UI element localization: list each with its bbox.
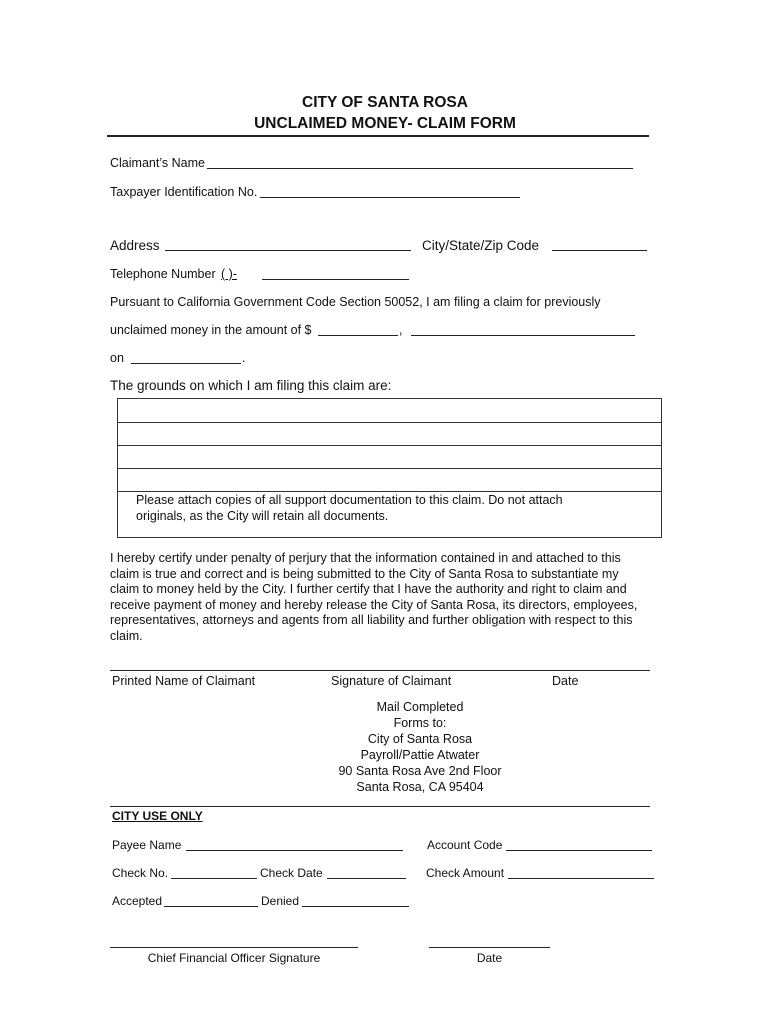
mail-line5: 90 Santa Rosa Ave 2nd Floor [338, 764, 502, 778]
grounds-row-divider [118, 445, 661, 446]
account-code-label: Account Code [427, 838, 503, 852]
claim-amount-label: unclaimed money in the amount of $ [110, 323, 312, 337]
mail-line6: Santa Rosa, CA 95404 [356, 780, 484, 794]
cfo-signature-label: Chief Financial Officer Signature [147, 951, 321, 965]
address-field[interactable] [165, 250, 411, 251]
claim-amount-words-field[interactable] [411, 335, 635, 336]
on-date-label: on [110, 351, 124, 365]
on-date-field[interactable] [131, 363, 241, 364]
grounds-row-divider [118, 491, 661, 492]
certification-paragraph: I hereby certify under penalty of perjury that the information contained in and attached to this claim is true and correct and is being submitted to the City of Santa Rosa to substantiate my claim to money held by the City. I further certify that I have the authority and right to claim and receive payment of money and hereby release the City of Santa Rosa, its directors, employees, representatives, attorneys and agents from all liability and further obligation with respect to this claim. [110, 551, 638, 643]
check-no-label: Check No. [112, 866, 169, 880]
check-no-field[interactable] [171, 878, 257, 879]
check-date-label: Check Date [260, 866, 323, 880]
tin-field[interactable] [260, 197, 520, 198]
mail-line4: Payroll/Pattie Atwater [360, 748, 480, 762]
claimant-name-label: Claimant’s Name [110, 156, 205, 170]
check-date-field[interactable] [327, 878, 406, 879]
cfo-signature-line[interactable] [110, 947, 358, 948]
city-use-heading: CITY USE ONLY [112, 809, 203, 823]
telephone-mask: ( )- [221, 267, 237, 281]
check-amount-field[interactable] [508, 878, 654, 879]
grounds-row-divider [118, 468, 661, 469]
address-label: Address [110, 238, 160, 253]
telephone-label: Telephone Number [110, 267, 216, 281]
grounds-label: The grounds on which I am filing this claim are: [110, 378, 392, 393]
telephone-field[interactable] [262, 279, 409, 280]
claimant-signature-line[interactable] [110, 670, 650, 671]
attach-note-line2: originals, as the City will retain all documents. [136, 509, 389, 523]
city-state-zip-field[interactable] [552, 250, 647, 251]
account-code-field[interactable] [506, 850, 652, 851]
on-date-period: . [242, 351, 246, 365]
accepted-label: Accepted [112, 894, 163, 908]
payee-name-label: Payee Name [112, 838, 182, 852]
claim-statement-line1: Pursuant to California Government Code Section 50052, I am filing a claim for previously [110, 295, 601, 309]
grounds-box [117, 398, 662, 538]
attach-note-line1: Please attach copies of all support documentation to this claim. Do not attach [136, 493, 563, 507]
mail-line1: Mail Completed [376, 700, 464, 714]
printed-name-label: Printed Name of Claimant [112, 674, 256, 688]
check-amount-label: Check Amount [426, 866, 505, 880]
claim-amount-field[interactable] [318, 335, 398, 336]
accepted-field[interactable] [164, 906, 258, 907]
grounds-row-divider [118, 422, 661, 423]
denied-label: Denied [261, 894, 300, 908]
tin-label: Taxpayer Identification No. [110, 185, 258, 199]
claimant-name-field[interactable] [207, 168, 633, 169]
cfo-date-label: Date [476, 951, 503, 965]
payee-name-field[interactable] [186, 850, 403, 851]
claim-amount-comma: , [399, 323, 403, 337]
city-use-divider [110, 806, 650, 807]
mail-line2: Forms to: [393, 716, 447, 730]
signature-label: Signature of Claimant [331, 674, 452, 688]
denied-field[interactable] [302, 906, 409, 907]
mail-line3: City of Santa Rosa [367, 732, 473, 746]
cfo-date-line[interactable] [429, 947, 550, 948]
form-title-city: CITY OF SANTA ROSA [302, 94, 468, 111]
form-title: UNCLAIMED MONEY- CLAIM FORM [254, 115, 516, 132]
date-label: Date [552, 674, 579, 688]
title-underline [107, 135, 649, 137]
city-state-zip-label: City/State/Zip Code [422, 238, 540, 253]
